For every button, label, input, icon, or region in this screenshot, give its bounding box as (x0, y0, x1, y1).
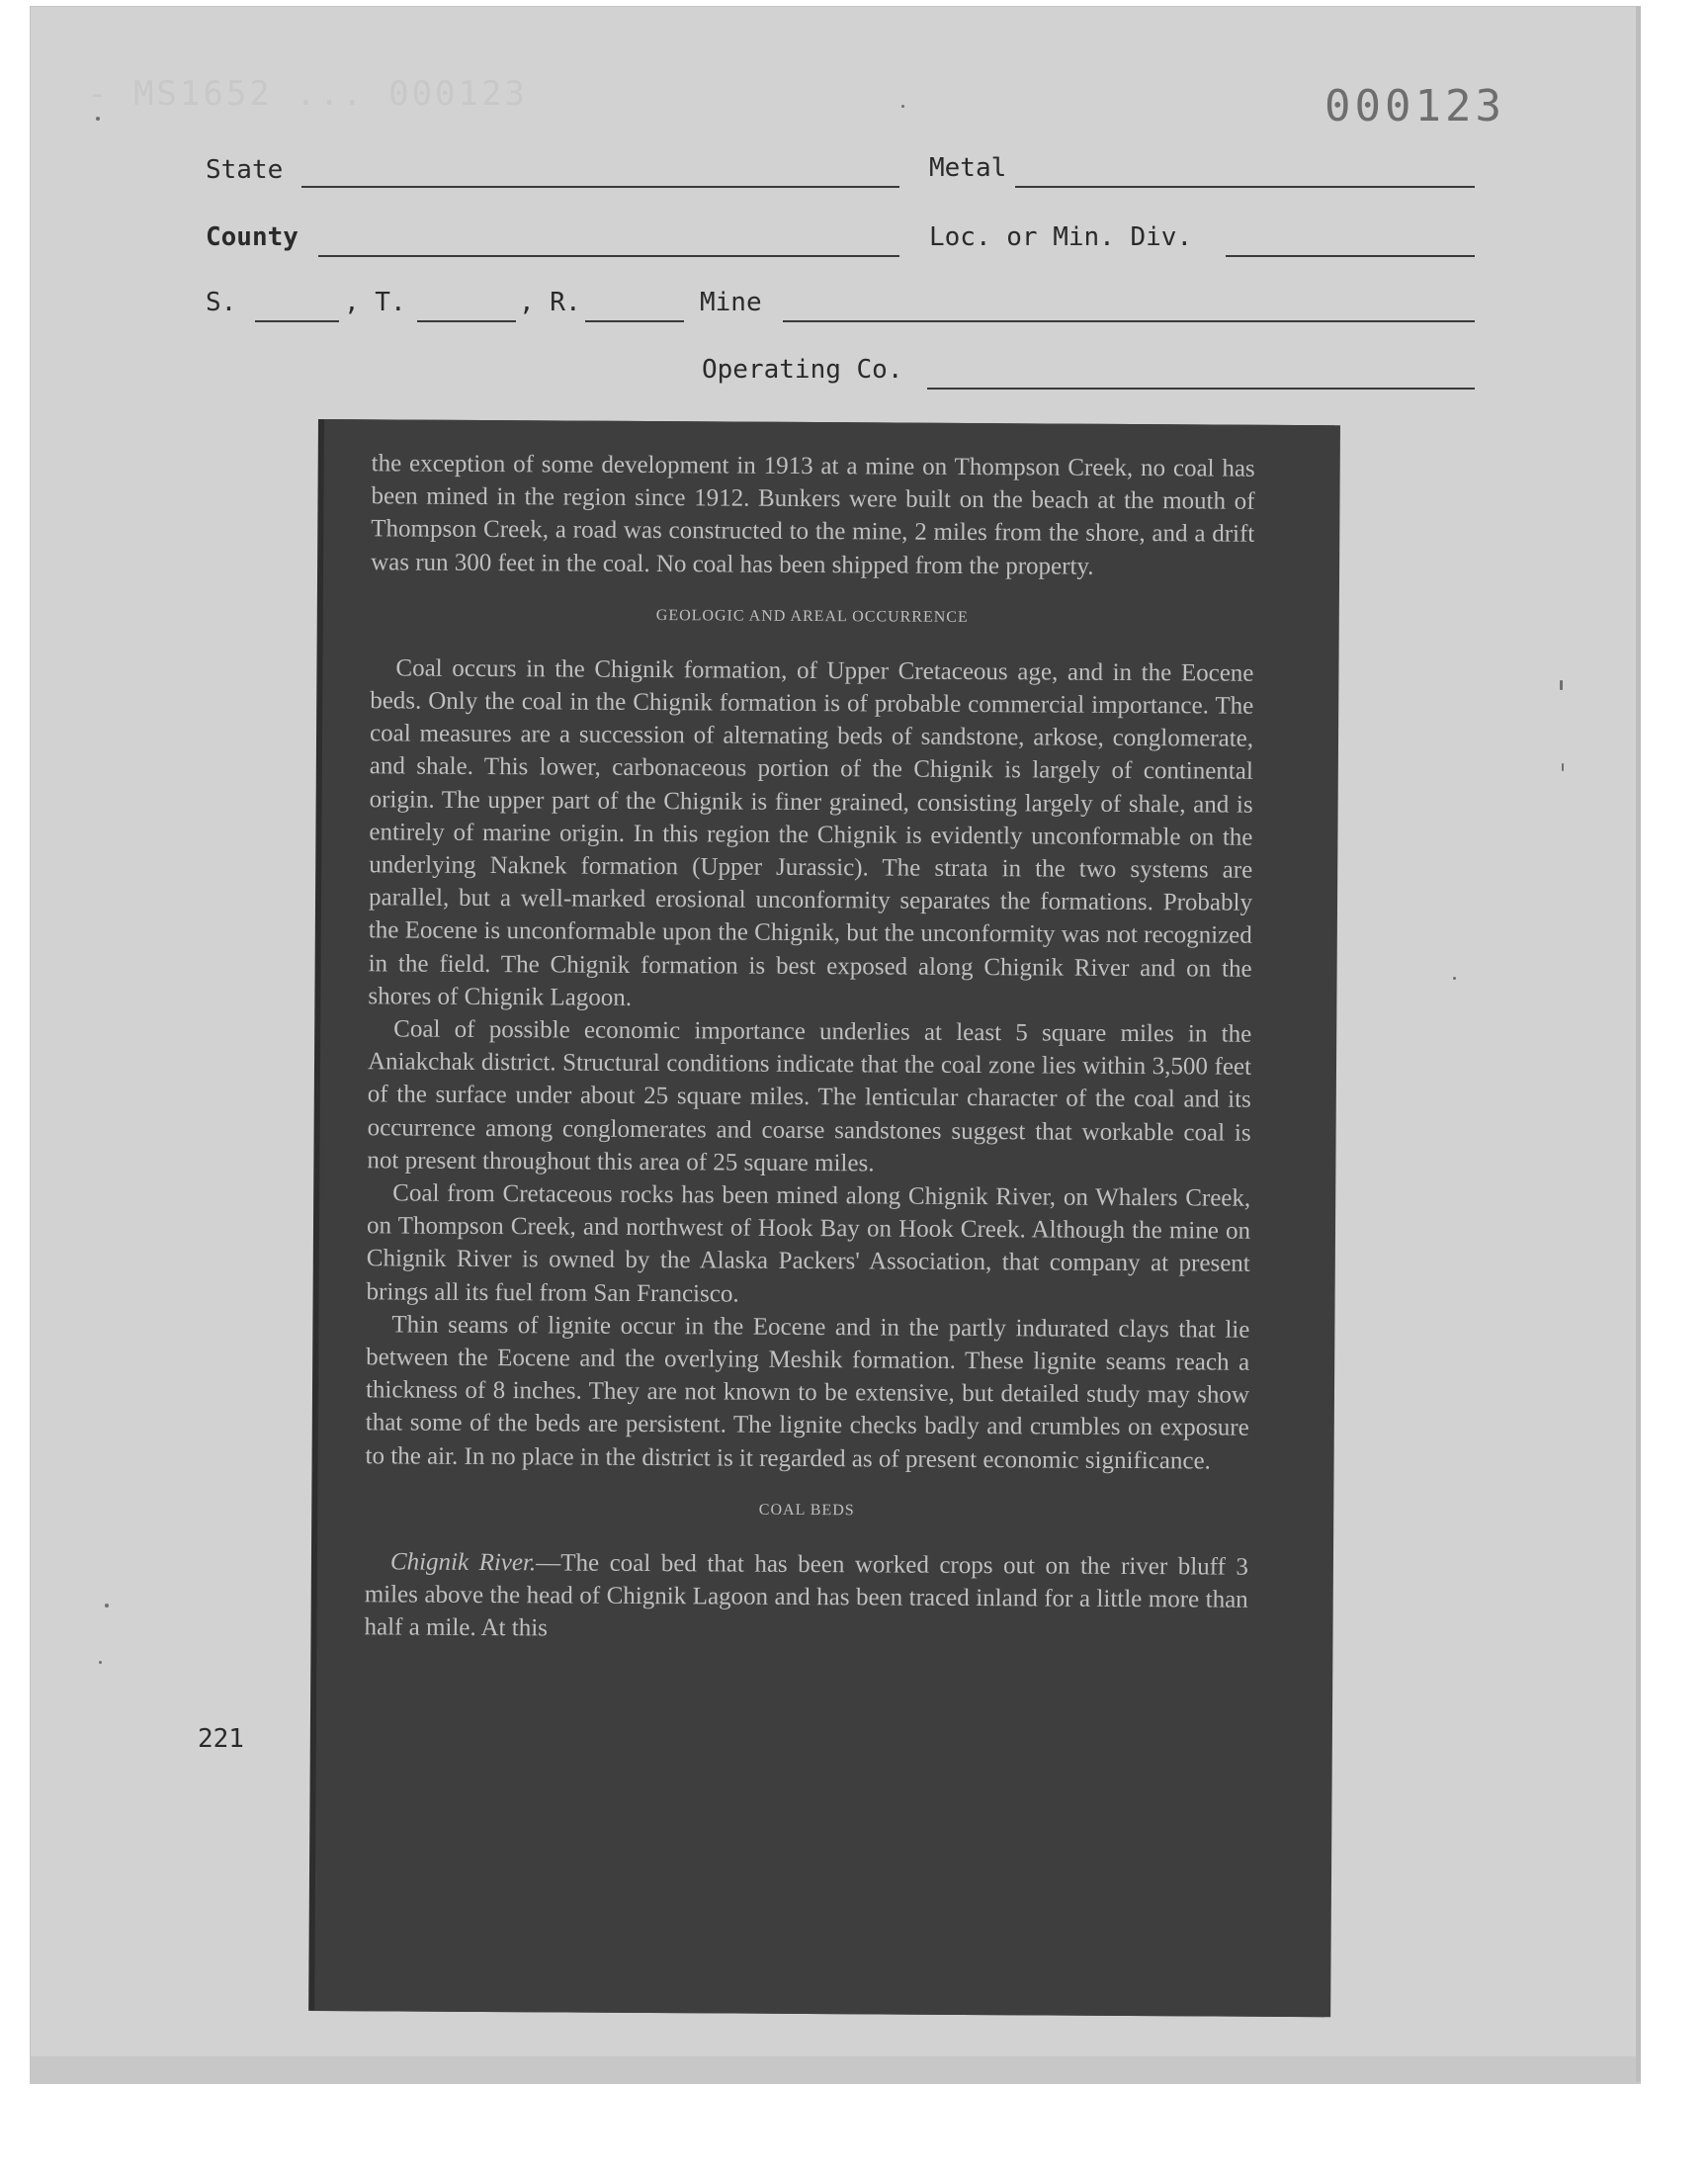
scan-speck (105, 1604, 109, 1608)
paragraph: the exception of some development in 1913 at a mine on Thompson Creek, no coal has been mined in the region since 1912. Bunkers were built on the beach at the mouth of Thompson Creek, a road was constructed to the mine, 2 miles from the shore, and a drift was run 300 feet in the coal. No coal has been shipped from the property. (371, 450, 1255, 580)
r-field-line (585, 320, 684, 322)
stamp-number: 000123 (1324, 81, 1505, 131)
pasted-clipping (314, 419, 1340, 2017)
scan-speck (96, 117, 100, 121)
state-label: State (206, 155, 284, 185)
scan-speck (99, 1661, 102, 1664)
mine-label: Mine (700, 288, 762, 317)
s-field-line (255, 320, 339, 322)
county-field-line (318, 255, 899, 257)
paragraph: Coal occurs in the Chignik formation, of Upper Cretaceous age, and in the Eocene beds. Only the coal in the Chignik formation is of probable commercial importance. The coal measures are a succession of alternating beds of sandstone, arkose, conglomerate, and shale. This lower, carbonaceous portion of the Chignik is largely of continental origin. The upper part of the Chignik is finer grained, consisting largely of shale, and is entirely of marine origin. In this region the Chignik is evidently unconformable on the underlying Naknek formation (Upper Jurassic). The strata in the two systems are parallel, but a well-marked erosional unconformity separates the formations. Probably the Eocene is unconformable upon the Chignik, but the unconformity was not recognized in the field. The Chignik formation is best exposed along Chignik River and on the shores of Chignik Lagoon. (368, 654, 1254, 1011)
mine-field-line (783, 320, 1475, 322)
r-label: , R. (519, 288, 581, 317)
operating-co-field-line (927, 388, 1475, 390)
county-label: County (206, 222, 299, 252)
operating-co-label: Operating Co. (702, 355, 903, 385)
scan-speck (1560, 680, 1563, 690)
scan-speck (901, 105, 904, 108)
t-label: , T. (344, 288, 406, 317)
s-label: S. (206, 288, 237, 317)
card-right-edge (1636, 6, 1641, 2082)
card-bottom-strip (30, 2056, 1641, 2084)
clipping-text (364, 447, 1254, 1649)
paragraph (364, 1545, 1248, 1649)
paragraph-body: —The coal bed that has been worked crops out on the river bluff 3 miles above the head of Chignik Lagoon and has been traced inland for a little more than half a mile. At this (364, 1549, 1249, 1642)
faint-header-text: - MS1652 ... 000123 (87, 74, 528, 114)
page-number: 221 (198, 1724, 244, 1754)
paragraph: Thin seams of lignite occur in the Eocene and in the partly indurated clays that lie between the Eocene and the overlying Meshik formation. These lignite seams reach a thickness of 8 inches. They are not known to be extensive, but detailed study may show that some of the beds are persistent. The lignite checks badly and crumbles on exposure to the air. In no place in the district is it regarded as of present economic significance. (365, 1311, 1250, 1475)
t-field-line (417, 320, 516, 322)
state-field-line (301, 186, 899, 188)
loc-field-line (1226, 255, 1475, 257)
section-heading: COAL BEDS (758, 1501, 855, 1520)
loc-label: Loc. or Min. Div. (929, 222, 1193, 252)
metal-label: Metal (929, 153, 1007, 183)
paragraph: Coal of possible economic importance underlies at least 5 square miles in the Aniakchak district. Structural conditions indicate that the coal zone lies within 3,500 feet of the surface under about 25 square miles. The lenticular character of the coal and its occurrence among conglomerates and coarse sandstones suggest that workable coal is not present throughout this area of 25 square miles. (367, 1015, 1252, 1177)
paragraph-lead: Chignik River. (389, 1548, 537, 1577)
scan-speck (1562, 763, 1564, 771)
section-heading: GEOLOGIC AND AREAL OCCURRENCE (655, 606, 969, 626)
metal-field-line (1015, 186, 1475, 188)
paragraph: Coal from Cretaceous rocks has been mined along Chignik River, on Whalers Creek, on Thompson Creek, and northwest of Hook Bay on Hook Creek. Although the mine on Chignik River is owned by the Alaska Packers' Association, that company at present brings all its fuel from San Francisco. (366, 1179, 1251, 1308)
scan-speck (1453, 977, 1456, 980)
